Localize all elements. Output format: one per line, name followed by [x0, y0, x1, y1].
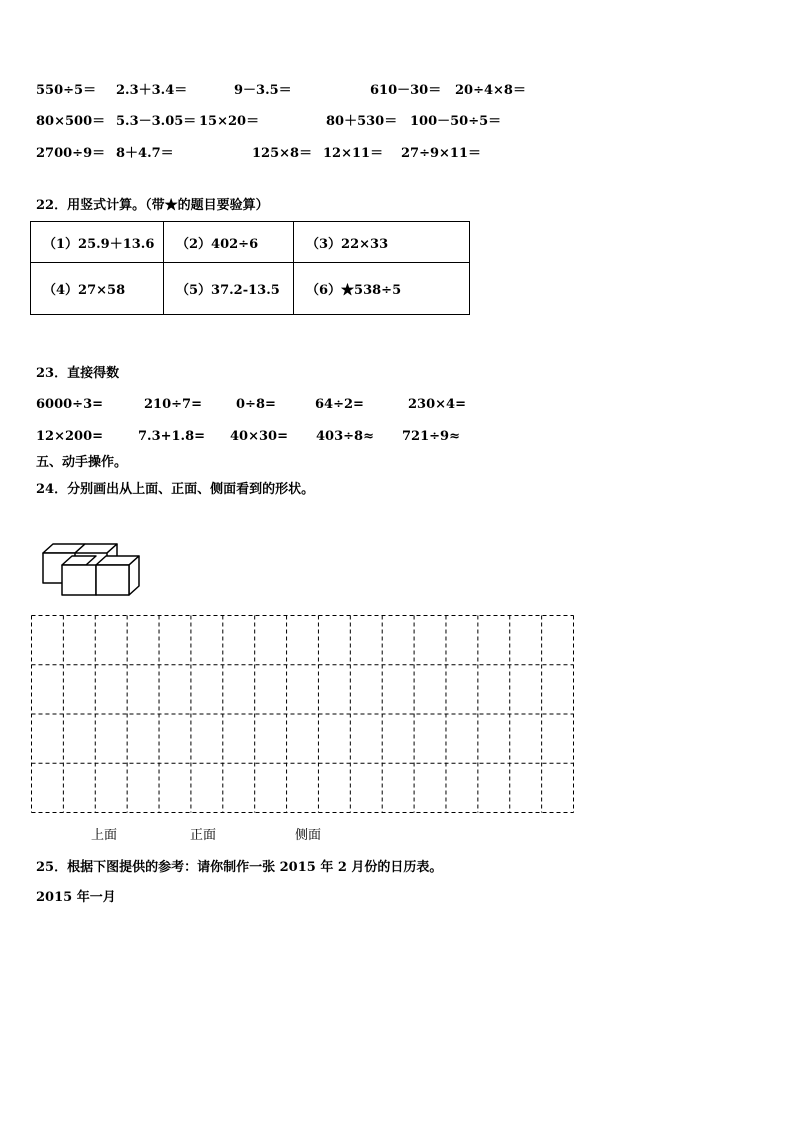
cube-figure [40, 540, 150, 600]
q23-item: 12×200= [36, 429, 104, 444]
oral-item: 80＋530＝ [326, 114, 398, 129]
q23-item: 210÷7= [144, 397, 202, 412]
section-heading: 五、动手操作。 [36, 455, 128, 470]
q23-item: 6000÷3= [36, 397, 104, 412]
oral-item: 5.3－3.05＝ [116, 114, 197, 129]
oral-item: 2.3＋3.4＝ [116, 83, 188, 98]
table-row [31, 263, 470, 315]
table-cell: （5）37.2-13.5 [164, 263, 294, 315]
q25-title: 25．根据下图提供的参考：请你制作一张 2015 年 2 月份的日历表。 [36, 860, 443, 875]
q23-item: 40×30= [230, 429, 288, 444]
oral-item: 27÷9×11＝ [401, 146, 482, 161]
oral-item: 9－3.5＝ [234, 83, 292, 98]
oral-item: 80×500＝ [36, 114, 106, 129]
oral-item: 2700÷9＝ [36, 146, 106, 161]
table-row [31, 222, 470, 263]
oral-item: 8＋4.7＝ [116, 146, 174, 161]
oral-item: 20÷4×8＝ [455, 83, 526, 98]
oral-item: 100－50÷5＝ [410, 114, 502, 129]
label-front-view: 正面 [190, 828, 217, 843]
table-cell: （3）22×33 [294, 222, 470, 263]
q23-item: 403÷8≈ [316, 429, 374, 444]
q23-item: 230×4= [408, 397, 466, 412]
table-cell: （2）402÷6 [164, 222, 294, 263]
table-cell: （4）27×58 [31, 263, 164, 315]
oral-item: 12×11＝ [323, 146, 384, 161]
q24-title: 24．分别画出从上面、正面、侧面看到的形状。 [36, 482, 315, 497]
q25-subtitle: 2015 年一月 [36, 890, 116, 905]
drawing-grid[interactable] [31, 615, 574, 813]
q23-item: 721÷9≈ [402, 429, 460, 444]
label-side-view: 侧面 [295, 828, 322, 843]
q23-title: 23．直接得数 [36, 366, 120, 381]
q23-item: 0÷8= [236, 397, 276, 412]
label-top-view: 上面 [91, 828, 118, 843]
oral-item: 550÷5＝ [36, 83, 97, 98]
dashed-grid [31, 615, 574, 813]
q23-item: 64÷2= [315, 397, 364, 412]
table-cell: （6）★538÷5 [294, 263, 470, 315]
q22-table [30, 221, 470, 315]
table-cell: （1）25.9＋13.6 [31, 222, 164, 263]
q22-title: 22．用竖式计算。（带★的题目要验算） [36, 198, 269, 213]
q23-item: 7.3+1.8= [138, 429, 206, 444]
oral-item: 610－30＝ [370, 83, 442, 98]
oral-item: 15×20＝ [199, 114, 260, 129]
oral-item: 125×8＝ [252, 146, 313, 161]
